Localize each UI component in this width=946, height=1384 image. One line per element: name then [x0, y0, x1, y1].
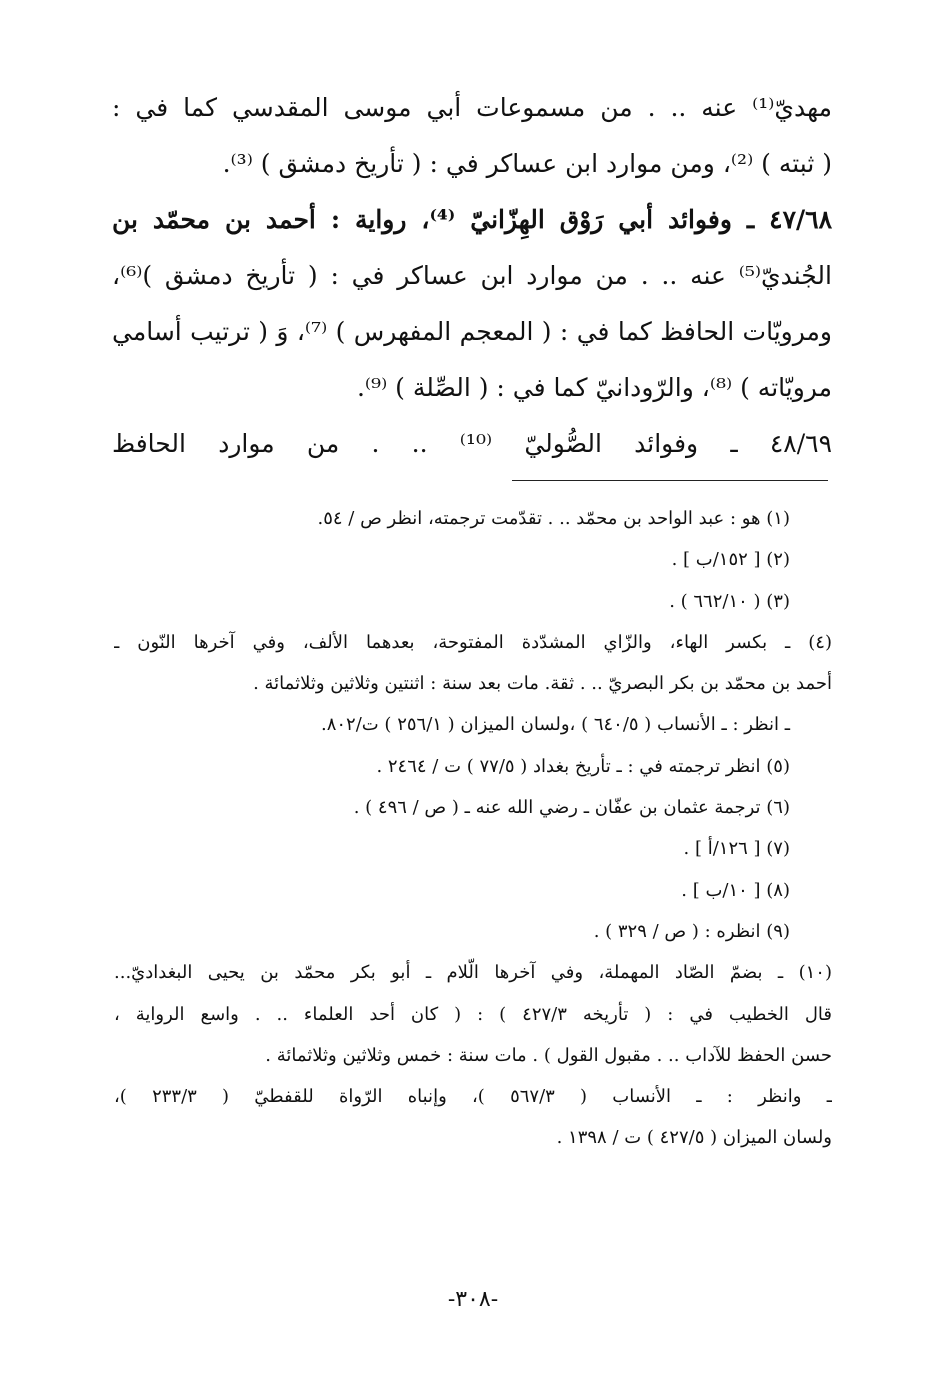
footnote-7: (٧) [ ١٢٦/أ ] . — [683, 838, 790, 860]
footnote-1: (١) هو : عبد الواحد بن محمّد .. . تقدّمت ترجمته، انظر ص / ٥٤. — [317, 508, 790, 529]
footnote-separator — [512, 480, 828, 481]
footnote-8: (٨) [ ١٠/ب ] . — [681, 879, 790, 901]
footnote-10-refs-cont: ولسان الميزان ( ٤٢٧/٥ ) ت / ١٣٩٨ . — [556, 1127, 832, 1149]
footnote-10-refs: ـ وانظر : ـ الأنساب ( ٥٦٧/٣ )، وإنباه الرّواة للقفطيّ ( ٢٣٣/٣ )، — [114, 1086, 832, 1108]
entry-68-line: ٤٧/٦٨ ـ وفوائد أبي رَوْق الهِزّانيّ ⁽⁴⁾، رواية : أحمد بن محمّد بن — [112, 205, 832, 234]
footnote-10-quote: قال الخطيب في : ( تأريخه ٤٢٧/٣ ) : ( كان أحد العلماء .. . واسع الرواية ، — [114, 1003, 832, 1025]
footnote-10: (١٠) ـ بضمّ الصّاد المهملة، وفي آخرها الّلام ـ أبو بكر محمّد بن يحيى البغداديّ... — [114, 962, 832, 984]
footnotes — [114, 498, 832, 1159]
footnote-6: (٦) ترجمة عثمان بن عفّان ـ رضي الله عنه ـ ( ص / ٤٩٦ ) . — [353, 797, 790, 819]
main-line: الجُنديّ⁽⁵⁾ عنه .. . من موارد ابن عساكر في : ( تأريخ دمشق )⁽⁶⁾، — [112, 261, 832, 290]
main-line: ( ثبته ) ⁽²⁾، ومن موارد ابن عساكر في : ( تأريخ دمشق ) ⁽³⁾. — [222, 149, 832, 178]
footnote-3: (٣) ( ٦٦٢/١٠ ) . — [669, 590, 790, 612]
footnote-4-cont: أحمد بن محمّد بن بكر البصريّ .. . ثقة. مات بعد سنة : اثنتين وثلاثين وثلاثمائة . — [253, 673, 832, 695]
entry-69-line: ٤٨/٦٩ ـ وفوائد الصُّوليّ ⁽¹⁰⁾ .. . من موارد الحافظ — [112, 429, 832, 458]
main-line: مرويّاته ) ⁽⁸⁾، والرّودانيّ كما في : ( الصِّلة ) ⁽⁹⁾. — [356, 373, 832, 402]
footnote-10-quote-cont: حسن الحفظ للآداب .. . مقبول القول ) . مات سنة : خمس وثلاثين وثلاثمائة . — [265, 1044, 832, 1066]
footnote-4: (٤) ـ بكسر الهاء، والزّاي المشدّدة المفتوحة، بعدهما الألف، وفي آخرها النّون ـ — [114, 631, 832, 653]
footnote-2: (٢) [ ١٥٢/ب ] . — [671, 549, 790, 571]
footnote-4-refs: ـ انظر : ـ الأنساب ( ٦٤٠/٥ ) ،ولسان الميزان ( ٢٥٦/١ ) ت/٨٠٢. — [320, 714, 790, 736]
footnote-5: (٥) انظر ترجمته في : ـ تأريخ بغداد ( ٧٧/٥ ) ت / ٢٤٦٤ . — [376, 755, 790, 777]
main-text — [112, 80, 832, 472]
main-line: مهديّ⁽¹⁾ عنه .. . من مسموعات أبي موسى المقدسي كما في : — [112, 93, 832, 122]
page-number: -٣٠٨- — [447, 1287, 499, 1312]
footnote-9: (٩) انظره : ( ص / ٣٢٩ ) . — [593, 920, 790, 942]
main-line: ومرويّات الحافظ كما في : ( المعجم المفهرس ) ⁽⁷⁾، وَ ( ترتيب أسامي — [112, 317, 832, 346]
